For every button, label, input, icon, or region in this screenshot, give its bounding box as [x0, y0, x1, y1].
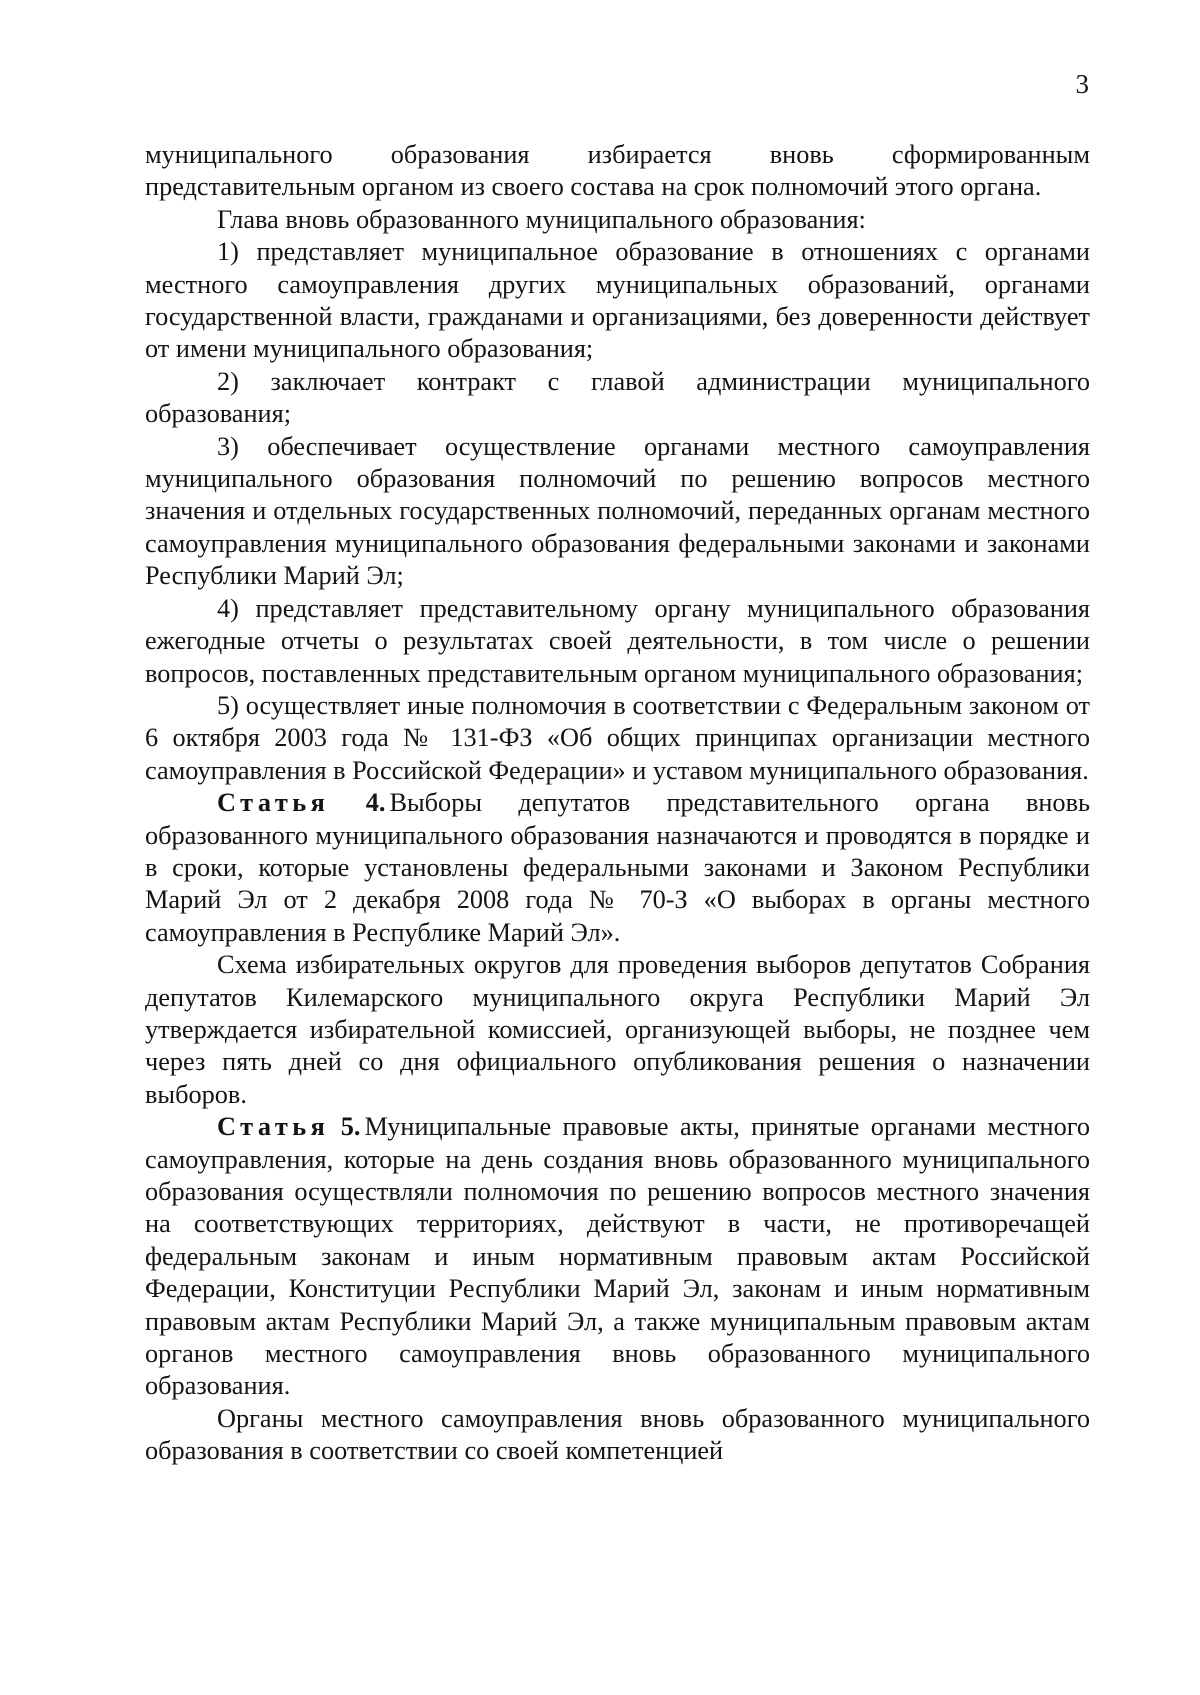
list-item-3: 3) обеспечивает осуществление органами местного самоуправления муниципального образования полномочий по решению вопросов местного значения и отдельных государственных полномочий, переданных органам местного самоуправления муниципального образования федеральными законами и законами Республики Марий Эл; [145, 431, 1090, 591]
article-5-text: Муниципальные правовые акты, принятые органами местного самоуправления, которые на день создания вновь образованного муниципального образования осуществляли полномочия по решению вопросов местного значения на соответствующих территориях, действуют в части, не противоречащей федеральным законам и иным нормативным правовым актам Российской Федерации, Конституции Республики Марий Эл, законам и иным нормативным правовым актам Республики Марий Эл, а также муниципальным правовым актам органов местного самоуправления вновь образованного муниципального образования. [145, 1112, 1091, 1401]
page-number: 3 [1075, 69, 1089, 99]
list-item-5: 5) осуществляет иные полномочия в соответствии с Федеральным законом от 6 октября 2003 года № 131-ФЗ «Об общих принципах организации местного самоуправления в Российской Федерации» и уставом муниципального образования. [145, 690, 1090, 785]
article-4-paragraph [145, 787, 1090, 949]
document-body [145, 139, 1090, 1468]
list-item-4: 4) представляет представительному органу муниципального образования ежегодные отчеты о результатах своей деятельности, в том числе о решении вопросов, поставленных представительным органом муниципального образования; [145, 593, 1090, 688]
article-4-text: Выборы депутатов представительного органа вновь образованного муниципального образования назначаются и проводятся в порядке и в сроки, которые установлены федеральными законами и Законом Республики Марий Эл от 2 декабря 2008 года № 70-З «О выборах в органы местного самоуправления в Республике Марий Эл». [145, 788, 1090, 947]
paragraph-head-powers-intro: Глава вновь образованного муниципального образования: [217, 204, 866, 234]
paragraph-local-bodies: Органы местного самоуправления вновь образованного муниципального образования в соответствии со своей компетенцией [145, 1403, 1090, 1466]
article-5-label: Статья [217, 1112, 330, 1142]
paragraph-continuation: муниципального образования избирается вновь сформированным представительным органом из своего состава на срок полномочий этого органа. [145, 140, 1090, 202]
article-4-number: 4. [365, 788, 386, 818]
article-5-paragraph [145, 1111, 1090, 1403]
article-5-number: 5. [340, 1112, 361, 1142]
article-4-label: Статья [217, 788, 330, 818]
list-item-1: 1) представляет муниципальное образование в отношениях с органами местного самоуправления других муниципальных образований, органами государственной власти, гражданами и организациями, без доверенности действует от имени муниципального образования; [145, 237, 1090, 364]
paragraph-districts-scheme: Схема избирательных округов для проведения выборов депутатов Собрания депутатов Килемарского муниципального округа Республики Марий Эл утверждается избирательной комиссией, организующей выборы, не позднее чем через пять дней со дня официального опубликования решения о назначении выборов. [145, 950, 1090, 1109]
list-item-2: 2) заключает контракт с главой администрации муниципального образования; [145, 366, 1090, 429]
